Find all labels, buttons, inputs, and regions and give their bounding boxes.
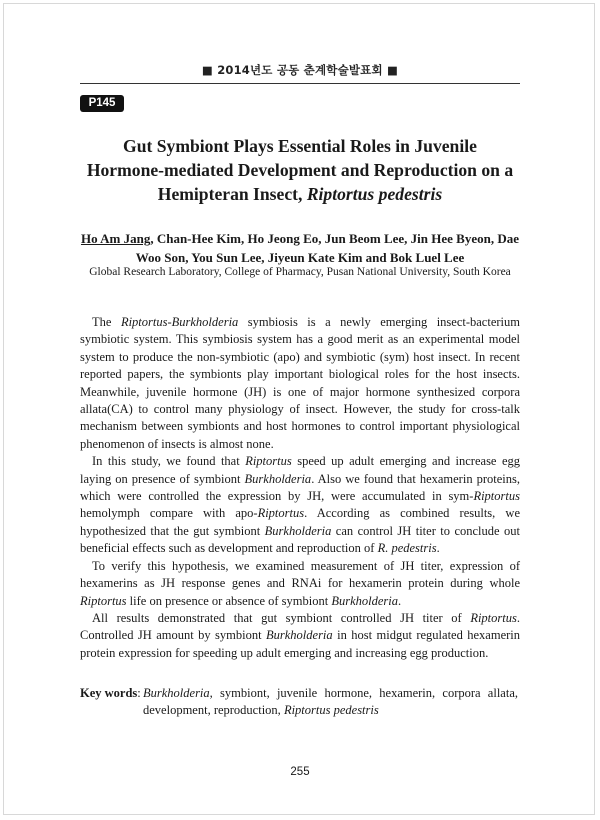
keywords-colon: : (137, 686, 141, 700)
abstract-body (80, 314, 520, 662)
keywords-label: Key words (80, 686, 138, 700)
text-run: speed up adult emerging and increase egg laying on presence of symbiont (80, 454, 520, 486)
italic-term: Riptortus pedestris (283, 703, 379, 718)
italic-term: Burkholderia, (143, 686, 213, 700)
text-run: . According as combined results, we hypothesized that the gut symbiont (80, 506, 521, 538)
text-run: . (436, 541, 440, 556)
italic-term: Burkholderia (244, 471, 312, 486)
title-line-3-text: Hemipteran Insect, (157, 184, 307, 204)
abstract-paragraph (80, 558, 520, 610)
text-run: symbiosis is a newly emerging insect-bacterium symbiotic system. This symbiosis system has a good merit as an experimental model system to produce the non-symbiotic (apo) and symbiotic (sym) host insect. In recent reported papers, the symbionts play important biological roles for the host insects. Meanwhile, juvenile hormone (JH) is one of major hormone synthesized corpora allata(CA) to control many physiology of insect. However, the study for cross-talk mechanism between symbionts and host hormones to control important physiological phenomenon of insects is almost none. (80, 315, 520, 451)
text-run: . (398, 593, 402, 608)
text-run: in host midgut regulated hexamerin protein expression for speeding up adult emerging and increasing egg production. (80, 628, 521, 660)
text-run: symbiont, juvenile hormone, hexamerin, corpora allata, development, reproduction, (143, 686, 518, 718)
italic-term: Riptortus (470, 610, 517, 625)
abstract-paragraph (80, 314, 520, 453)
conference-header: ■ 2014년도 공동 춘계학술발표회 ■ (201, 63, 399, 77)
page-number: 255 (290, 766, 310, 778)
italic-term: R. pedestris (377, 541, 437, 556)
text-run: To verify this hypothesis, we examined measurement of JH titer, expression of hexamerins as JH response genes and RNAi for hexamerin protein during whole (80, 558, 520, 591)
italic-term: Riptortus (473, 489, 520, 504)
text-run: In this study, we found that (92, 454, 246, 469)
italic-term: Riptortus (80, 593, 127, 608)
italic-term: Riptortus (245, 454, 292, 469)
italic-term: Riptortus (257, 506, 305, 521)
italic-term: Burkholderia (264, 523, 332, 538)
title-line-2: Hormone-mediated Development and Reproduction on a (86, 160, 514, 180)
co-authors: , Chan-Hee Kim, Ho Jeong Eo, Jun Beom Lee, Jin Hee Byeon, Dae Woo Son, You Sun Lee, Jiyeun Kate Kim and Bok Luel Lee (135, 231, 520, 265)
keywords-list (143, 685, 518, 720)
italic-term: Riptortus-Burkholderia (120, 315, 239, 329)
presenting-author: Ho Am Jang (80, 231, 151, 246)
title-line-1: Gut Symbiont Plays Essential Roles in Juvenile (123, 136, 477, 156)
affiliation: Global Research Laboratory, College of Pharmacy, Pusan National University, South Korea (89, 266, 511, 278)
text-run: life on presence or absence of symbiont (126, 593, 332, 608)
paper-title (80, 134, 520, 206)
text-run: can control JH titer to conclude out beneficial effects such as development and reproduction of (80, 523, 520, 556)
text-run: All results demonstrated that gut symbiont controlled JH titer of (92, 610, 471, 625)
text-run: . Controlled JH amount by symbiont (80, 610, 520, 643)
header-rule (80, 83, 520, 84)
poster-id-badge: P145 (80, 95, 124, 112)
abstract-paragraph (80, 610, 520, 662)
text-run: . Also we found that hexamerin proteins, which were controlled the expression by JH, were accumulated in sym- (80, 471, 520, 504)
keywords (80, 685, 520, 720)
italic-term: Burkholderia (331, 593, 399, 608)
keywords-label-wrap (80, 685, 143, 702)
abstract-paragraph (80, 453, 520, 557)
author-list (80, 229, 520, 267)
title-line-3 (80, 182, 520, 206)
text-run: The (92, 315, 121, 329)
italic-term: Burkholderia (266, 628, 333, 643)
text-run: hemolymph compare with apo- (80, 506, 258, 521)
title-species: Riptortus pedestris (306, 184, 443, 204)
